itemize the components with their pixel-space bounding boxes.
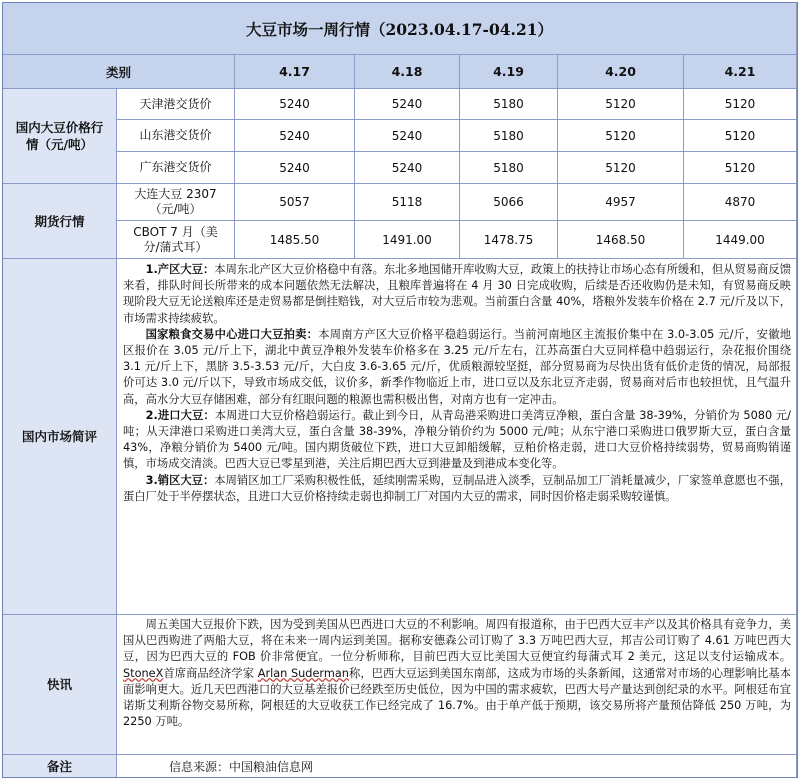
news-text [117,615,797,755]
price-cell: 5180 [460,89,558,120]
review-body: 本周东北产区大豆价格稳中有落。东北多地国储开库收购大豆，政策上的扶持让市场心态有所缓和，但从贸易商反馈来看，排队时间长所带来的成本问题依然无法解决，且粮库普遍将在 4 月 30 日完成收购，后续是否还收购仍是未知，有贸易商反映现阶段大豆无论送粮库还是走贸易都是倒挂赔钱，对大豆后市较为悲观。当前蛋白含量 40%，塔粮外发装车价格在 2.7 元/斤及以下，市场需求持续疲软。 [123,263,791,325]
futures-cell: 1491.00 [355,221,460,259]
price-row-name: 广东港交货价 [117,152,235,184]
price-cell: 5120 [558,152,684,184]
price-row-name: 山东港交货价 [117,120,235,152]
note-text: 信息来源：中国粮油信息网 [117,755,797,777]
market-report-table [2,2,798,778]
price-cell: 5180 [460,152,558,184]
futures-cell: 5057 [235,184,355,221]
review-heading: 3.销区大豆： [145,473,215,487]
report-title: 大豆市场一周行情（2023.04.17-04.21） [3,3,797,55]
futures-cell: 1468.50 [558,221,684,259]
futures-cell: 5118 [355,184,460,221]
header-date: 4.20 [558,55,684,89]
news-body: 周五美国大豆报价下跌，因为受到美国从巴西进口大豆的不利影响。周四有报道称，由于巴西大豆丰产以及其价格具有竞争力，美国从巴西购进了两船大豆，将在未来一周内运到美国。据称安德森公司订购了 3.3 万吨巴西大豆，邦吉公司订购了 4.61 万吨巴西大豆，因为巴西大豆的 FOB 价非常便宜。一位分析师称，目前巴西大豆比美国大豆便宜约每蒲式耳 2 美元，这足以支付运输成本。 [123,618,791,664]
review-heading: 1.产区大豆： [145,263,215,276]
header-date: 4.21 [684,55,797,89]
news-underlined-term: StoneX [123,666,164,680]
price-cell: 5120 [684,120,797,152]
futures-row-name: 大连大豆 2307（元/吨） [117,184,235,221]
review-heading: 国家粮食交易中心进口大豆拍卖： [145,327,319,341]
price-cell: 5240 [355,89,460,120]
price-cell: 5120 [558,89,684,120]
futures-cell: 4870 [684,184,797,221]
review-body: 本周南方产区大豆价格平稳趋弱运行。当前河南地区主流报价集中在 3.0-3.05 元/斤，安徽地区报价在 3.05 元/斤上下，湖北中黄豆净粮外发装车价格多在 3.25 元/斤左右，江苏高蛋白大豆同样稳中趋弱运行，杂花报价围绕 3.1 元/斤上下，黑脐 3.5-3.53 元/斤，大白皮 3.6-3.65 元/斤，优质粮源较坚挺，部分贸易商为尽快出货有低价走货的情况，局部报价可达 3.0 元/斤以下，导致市场成交低，议价多，新季作物临近上市，进口豆以及东北豆齐走弱，贸易商对后市也较担忧，且气温升高，高水分大豆存储困难，部分有红眼问题的粮源也需积极出售，对南方也有一定冲击。 [123,327,791,406]
futures-cell: 1485.50 [235,221,355,259]
futures-row-name: CBOT 7 月（美分/蒲式耳） [117,221,235,259]
news-paragraph [123,617,791,730]
price-cell: 5240 [235,152,355,184]
price-cell: 5240 [235,120,355,152]
price-cell: 5120 [684,152,797,184]
price-cell: 5180 [460,120,558,152]
review-body: 本周销区加工厂采购积极性低，延续刚需采购，豆制品进入淡季，豆制品加工厂消耗量减少，厂家签单意愿也不强，蛋白厂处于半停摆状态，且进口大豆价格持续走弱也抑制工厂对国内大豆的需求，同时因价格走弱采购较谨慎。 [123,473,791,503]
market-review-label: 国内市场简评 [3,259,117,615]
price-cell: 5120 [684,89,797,120]
review-heading: 2.进口大豆： [145,408,215,422]
review-paragraph [123,473,791,505]
news-body: 首席商品经济学家 [163,666,258,680]
price-cell: 5240 [355,152,460,184]
header-date: 4.17 [235,55,355,89]
futures-cell: 4957 [558,184,684,221]
note-label: 备注 [3,755,117,777]
price-cell: 5120 [558,120,684,152]
review-body: 本周进口大豆价格趋弱运行。截止到今日，从青岛港采购进口美湾豆净粮，蛋白含量 38-39%，分销价为 5080 元/吨；从天津港口采购进口美湾大豆，蛋白含量 38-39%，净粮分销价约为 5000 元/吨；从东宁港口采购进口俄罗斯大豆，蛋白含量 43%，净粮分销价为 5400 元/吨。国内期货破位下跌，进口大豆卸船缓解，豆粕价格走弱，进口大豆价格持续弱势，贸易商购销谨慎，市场成交清淡。巴西大豆已零星到港，关注后期巴西大豆到港量及到港成本变化等。 [123,408,791,471]
price-cell: 5240 [355,120,460,152]
futures-cell: 1478.75 [460,221,558,259]
futures-cell: 5066 [460,184,558,221]
news-label: 快讯 [3,615,117,755]
review-paragraph [123,327,791,408]
domestic-price-label: 国内大豆价格行情（元/吨） [3,89,117,184]
header-date: 4.18 [355,55,460,89]
futures-cell: 1449.00 [684,221,797,259]
header-date: 4.19 [460,55,558,89]
price-row-name: 天津港交货价 [117,89,235,120]
futures-label: 期货行情 [3,184,117,259]
header-category: 类别 [3,55,235,89]
review-paragraph [123,262,791,327]
price-cell: 5240 [235,89,355,120]
review-paragraph [123,408,791,473]
news-body: 称，巴西大豆运到美国东南部，这成为市场的头条新闻，这通常对市场的心理影响比基本面影响更大。近几天巴西港口的大豆基差报价已经跌至历史低位，因为中国的需求疲软，巴西大号产量达到创纪录的水平。阿根廷布宜诺斯艾利斯谷物交易所称，阿根廷的大豆收获工作已经完成了 16.7%。由于单产低于预期，该交易所将产量预估降低 250 万吨，为 2250 万吨。 [123,666,792,729]
market-review-text [117,259,797,615]
news-underlined-term: Arlan Suderman [257,666,349,680]
